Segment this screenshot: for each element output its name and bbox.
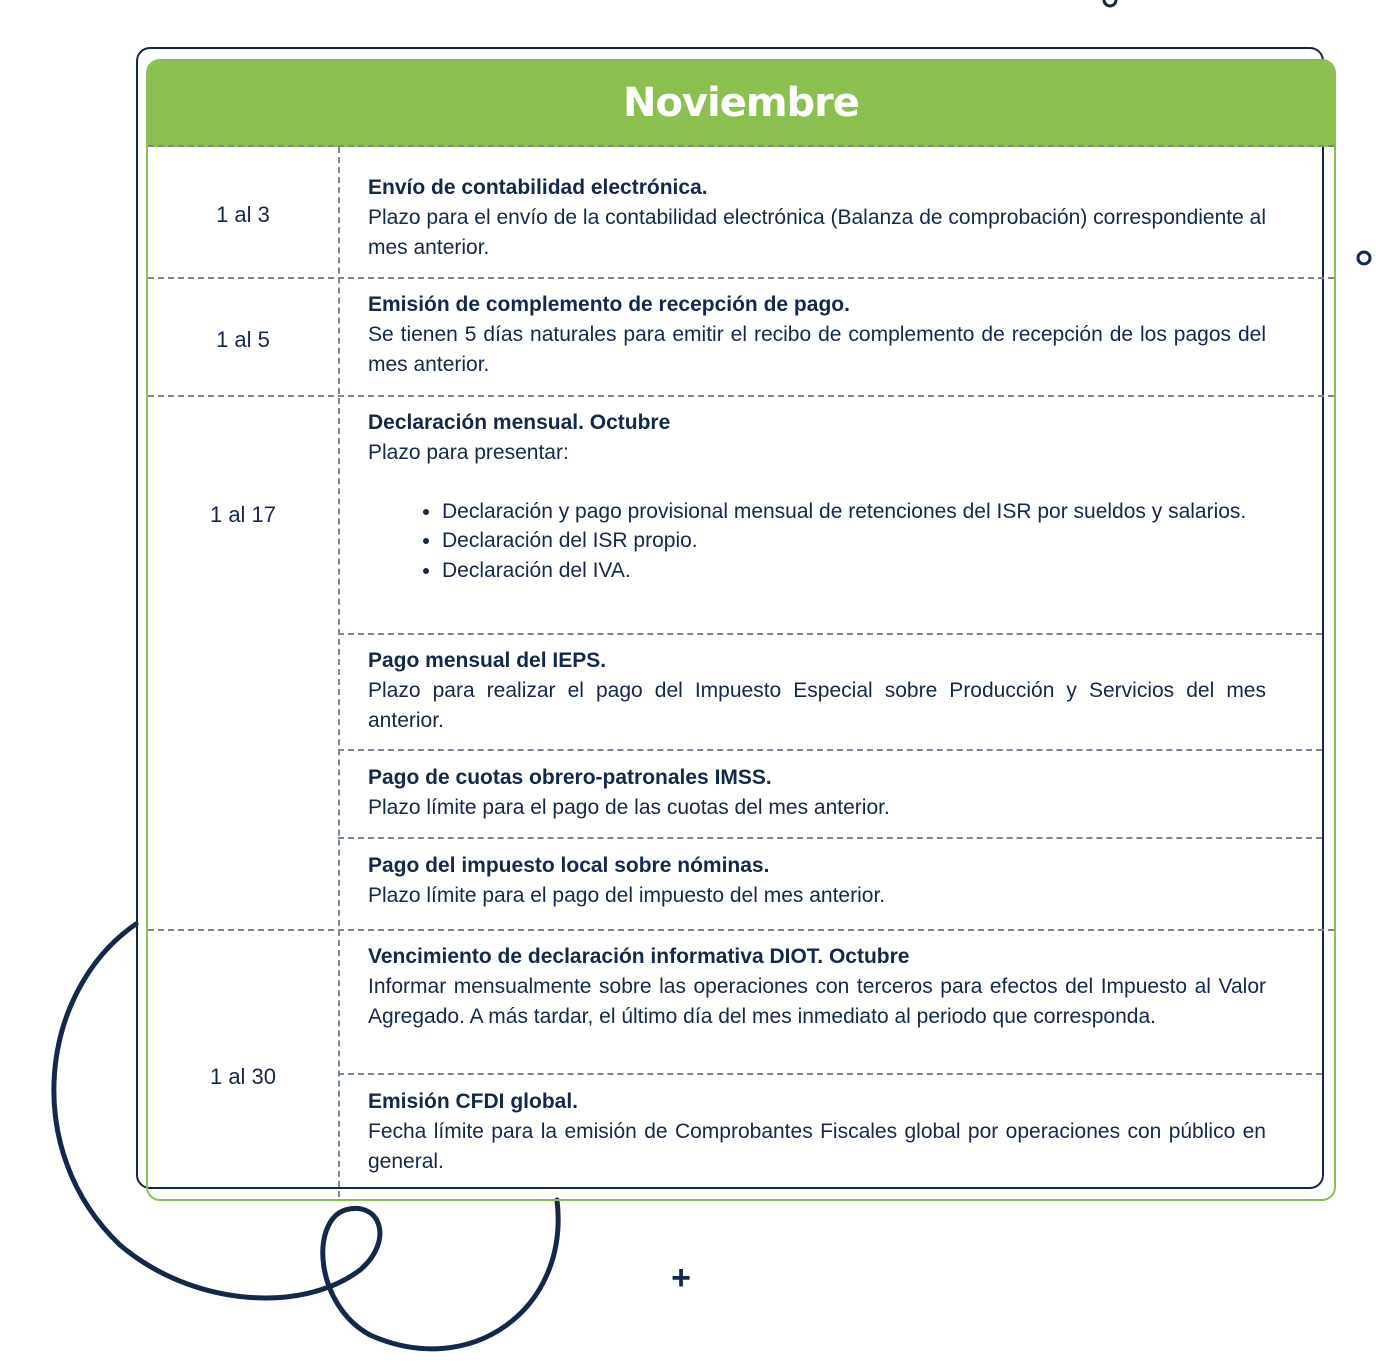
bullet-list [368, 497, 1266, 586]
date-range: 1 al 17 [209, 502, 277, 527]
bullet-item: • Declaración y pago provisional mensual de retenciones del ISR por sueldos y salarios. [442, 497, 1266, 527]
entry-title: Envío de contabilidad electrónica. [368, 176, 708, 199]
deadline-row [148, 931, 1334, 1201]
entry-text: Fecha límite para la emisión de Comprobantes Fiscales global por operaciones con público en general. [368, 1120, 1266, 1173]
deadline-entry [338, 635, 1322, 751]
small-circle-icon [1098, 0, 1122, 14]
month-header [148, 61, 1334, 147]
deadline-entry [338, 173, 1322, 262]
entry-text: Plazo límite para el pago de las cuotas del mes anterior. [368, 796, 890, 819]
entry-title: Declaración mensual. Octubre [368, 411, 671, 434]
entry-title: Pago de cuotas obrero-patronales IMSS. [368, 766, 772, 789]
entry-text: Informar mensualmente sobre las operaciones con terceros para efectos del Impuesto al Valor Agregado. A más tardar, el último día del mes inmediato al periodo que corresponda. [368, 975, 1266, 1028]
entry-title: Pago del impuesto local sobre nóminas. [368, 854, 770, 877]
deadline-entry [338, 751, 1322, 839]
plus-icon: + [671, 1259, 691, 1297]
calendar-card [146, 59, 1336, 1201]
bullet-item: • Declaración del ISR propio. [442, 526, 1266, 556]
entry-title: Emisión CFDI global. [368, 1090, 579, 1113]
date-range: 1 al 5 [216, 327, 270, 352]
entry-text: Plazo para el envío de la contabilidad electrónica (Balanza de comprobación) correspondiente al mes anterior. [368, 206, 1266, 259]
small-circle-icon [1352, 246, 1376, 270]
deadline-entry [338, 290, 1322, 379]
entry-text: Se tienen 5 días naturales para emitir el recibo de complemento de recepción de los pagos del mes anterior. [368, 323, 1266, 376]
deadline-row [148, 147, 1334, 279]
date-range: 1 al 30 [209, 1064, 277, 1089]
entry-title: Pago mensual del IEPS. [368, 649, 607, 672]
entry-text: Plazo límite para el pago del impuesto del mes anterior. [368, 884, 886, 907]
deadline-entry [338, 839, 1322, 929]
deadline-entry [338, 397, 1322, 635]
date-range: 1 al 3 [216, 202, 270, 227]
month-title: Noviembre [622, 80, 860, 126]
entry-text: Plazo para presentar: [368, 441, 569, 464]
entry-text: Plazo para realizar el pago del Impuesto Especial sobre Producción y Servicios del mes anterior. [368, 679, 1266, 732]
entry-title: Emisión de complemento de recepción de pago. [368, 293, 850, 316]
deadline-row [148, 397, 1334, 931]
deadline-entry [338, 931, 1322, 1075]
bullet-item: • Declaración del IVA. [442, 556, 1266, 586]
deadline-row [148, 279, 1334, 397]
deadline-entry [338, 1075, 1322, 1199]
entry-title: Vencimiento de declaración informativa DIOT. Octubre [368, 945, 910, 968]
